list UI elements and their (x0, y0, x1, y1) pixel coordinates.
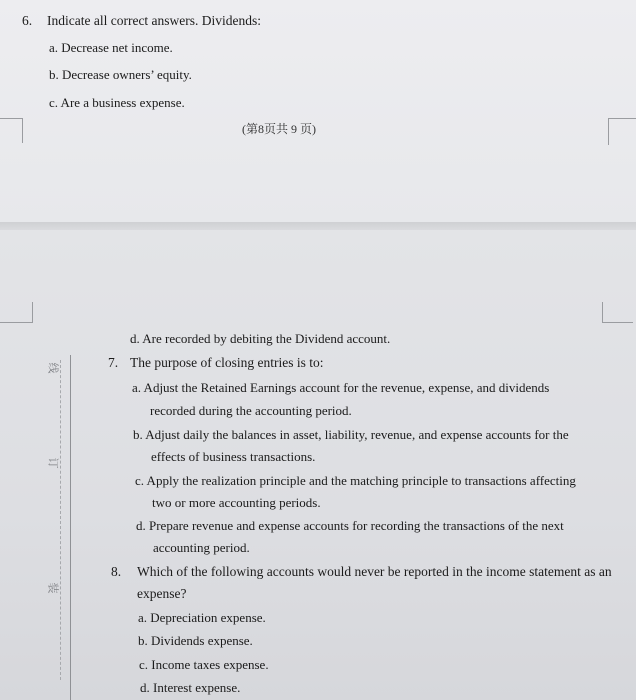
binding-mark-ding: 订 (46, 457, 60, 469)
corner-mark-bottom-left (0, 302, 33, 323)
binding-mark-zhuang: 装 (46, 582, 60, 594)
q7-option-c-line-1: c. Apply the realization principle and the matching principle to transactions affecting (135, 473, 576, 488)
question-7-number: 7. (108, 355, 119, 370)
q7-option-d-line-2: accounting period. (153, 540, 250, 555)
q7-option-c-line-2: two or more accounting periods. (152, 495, 321, 510)
page-gap (0, 222, 636, 230)
corner-mark-top-right (608, 118, 636, 145)
bottom-page (0, 230, 636, 700)
binding-mark-xian: 线 (46, 362, 60, 374)
q6-option-a: a. Decrease net income. (49, 40, 173, 55)
q8-option-c: c. Income taxes expense. (139, 657, 269, 672)
question-6-prompt: Indicate all correct answers. Dividends: (47, 13, 262, 28)
question-8-prompt-line-2: expense? (137, 586, 187, 601)
q6-option-c: c. Are a business expense. (49, 95, 185, 110)
q8-option-d: d. Interest expense. (140, 680, 241, 695)
q8-option-a: a. Depreciation expense. (138, 610, 266, 625)
q6-option-d: d. Are recorded by debiting the Dividend account. (130, 331, 391, 346)
q7-option-b-line-1: b. Adjust daily the balances in asset, liability, revenue, and expense accounts for the (133, 427, 569, 442)
top-page (0, 0, 636, 222)
q7-option-b-line-2: effects of business transactions. (151, 449, 316, 464)
binding-dash-line (60, 360, 61, 680)
corner-mark-bottom-right (602, 302, 633, 323)
question-6-number: 6. (22, 13, 33, 28)
q8-option-b: b. Dividends expense. (138, 633, 253, 648)
question-8-prompt-line-1: Which of the following accounts would never be reported in the income statement as an (137, 564, 612, 579)
q7-option-a-line-1: a. Adjust the Retained Earnings account for the revenue, expense, and dividends (132, 380, 550, 395)
q7-option-a-line-2: recorded during the accounting period. (150, 403, 352, 418)
question-8-number: 8. (111, 564, 122, 579)
page-footer: (第8页共 9 页) (242, 122, 316, 136)
question-7-prompt: The purpose of closing entries is to: (130, 355, 324, 370)
q7-option-d-line-1: d. Prepare revenue and expense accounts for recording the transactions of the next (136, 518, 564, 533)
corner-mark-top-left (0, 118, 23, 143)
q6-option-b: b. Decrease owners’ equity. (49, 67, 192, 82)
binding-line (70, 355, 71, 700)
